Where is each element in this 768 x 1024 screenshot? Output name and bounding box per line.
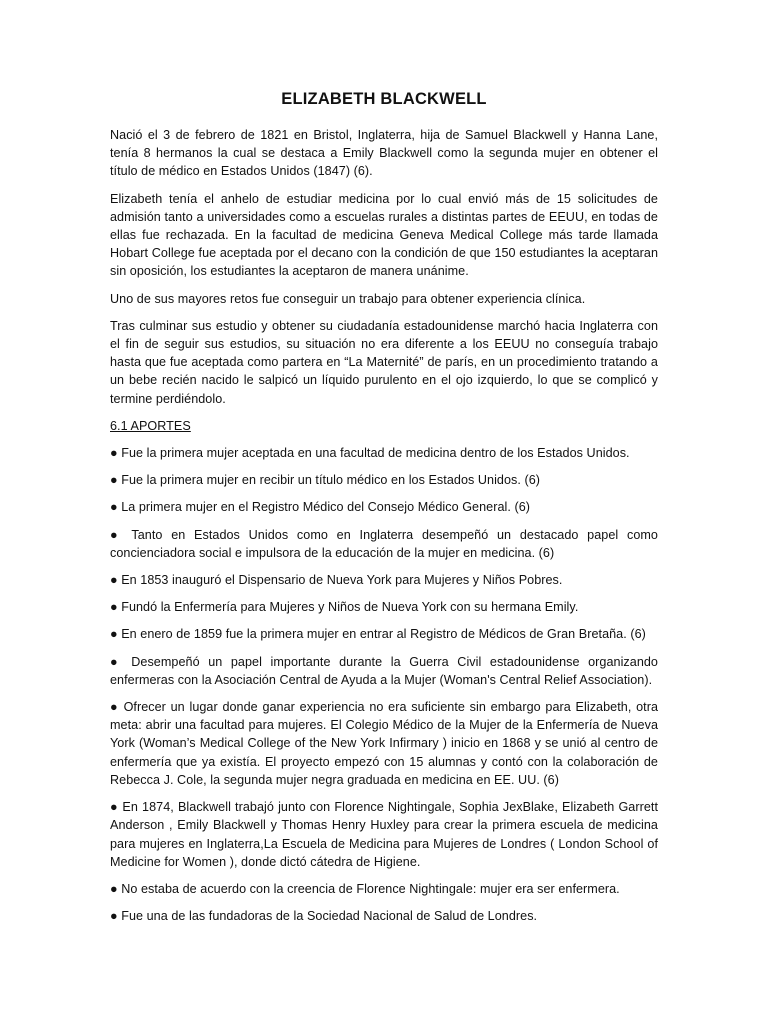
list-item: ● Ofrecer un lugar donde ganar experiencia no era suficiente sin embargo para Elizabeth, otra meta: abrir una facultad para mujeres. El Colegio Médico de la Mujer de la Enfermería de Nueva York (Woman’s Medical College of the New York Infirmary ) inicio en 1868 y se unió al centro de enfermería que ya existía. El proyecto empezó con 15 alumnas y contó con la colaboración de Rebecca J. Cole, la segunda mujer negra graduada en medicina en EE. UU. (6): [110, 700, 658, 787]
list-item: ● Tanto en Estados Unidos como en Inglaterra desempeñó un destacado papel como concienciadora social e impulsora de la educación de la mujer en medicina. (6): [110, 527, 658, 560]
paragraph-england: Tras culminar sus estudio y obtener su ciudadanía estadounidense marchó hacia Inglaterra con el fin de seguir sus estudios, su situación no era diferente a los EEUU no conseguía trabajo hasta que fue aceptada como partera en “La Maternité” de parís, en un procedimiento tratando a un bebe recién nacido le salpicó un líquido purulento en el ojo izquierdo, lo que se complicó y termine perdiéndolo.: [110, 318, 658, 406]
list-item: ● Fundó la Enfermería para Mujeres y Niños de Nueva York con su hermana Emily.: [110, 600, 579, 615]
document-page: [110, 88, 658, 934]
list-item: ● Fue la primera mujer en recibir un título médico en los Estados Unidos. (6): [110, 473, 541, 488]
document-title: ELIZABETH BLACKWELL: [281, 90, 487, 108]
list-item: ● En enero de 1859 fue la primera mujer en entrar al Registro de Médicos de Gran Bretaña. (6): [110, 627, 646, 642]
list-item: ● En 1853 inauguró el Dispensario de Nueva York para Mujeres y Niños Pobres.: [110, 573, 563, 588]
list-item: ● No estaba de acuerdo con la creencia de Florence Nightingale: mujer era ser enfermera.: [110, 881, 620, 896]
list-item: ● En 1874, Blackwell trabajó junto con Florence Nightingale, Sophia JexBlake, Elizabeth Garrett Anderson , Emily Blackwell y Thomas Henry Huxley para crear la primera escuela de medicina para mujeres en Inglaterra,La Escuela de Medicina para Mujeres de Londres ( London School of Medicine for Women ), donde dictó cátedra de Higiene.: [110, 800, 658, 869]
paragraph-challenge: Uno de sus mayores retos fue conseguir un trabajo para obtener experiencia clínica.: [110, 291, 586, 306]
list-item: ● Fue una de las fundadoras de la Sociedad Nacional de Salud de Londres.: [110, 909, 538, 924]
paragraph-birth: Nació el 3 de febrero de 1821 en Bristol, Inglaterra, hija de Samuel Blackwell y Hanna Lane, tenía 8 hermanos la cual se destaca a Emily Blackwell como la segunda mujer en obtener el título de médico en Estados Unidos (1847) (6).: [110, 128, 658, 179]
paragraph-admission: Elizabeth tenía el anhelo de estudiar medicina por lo cual envió más de 15 solicitudes de admisión tanto a universidades como a escuelas rurales a distintas partes de EEUU, en todas de ellas fue rechazada. En la facultad de medicina Geneva Medical College más tarde llamada Hobart College fue aceptada por el decano con la condición de que 150 estudiantes la aceptaran sin oposición, los estudiantes la aceptaron de manera unánime.: [110, 191, 658, 279]
list-item: ● La primera mujer en el Registro Médico del Consejo Médico General. (6): [110, 500, 530, 515]
list-item: ● Fue la primera mujer aceptada en una facultad de medicina dentro de los Estados Unidos.: [110, 446, 630, 461]
section-title-aportes: 6.1 APORTES: [110, 418, 191, 433]
list-item: ● Desempeñó un papel importante durante la Guerra Civil estadounidense organizando enfermeras con la Asociación Central de Ayuda a la Mujer (Woman's Central Relief Association).: [110, 654, 658, 687]
